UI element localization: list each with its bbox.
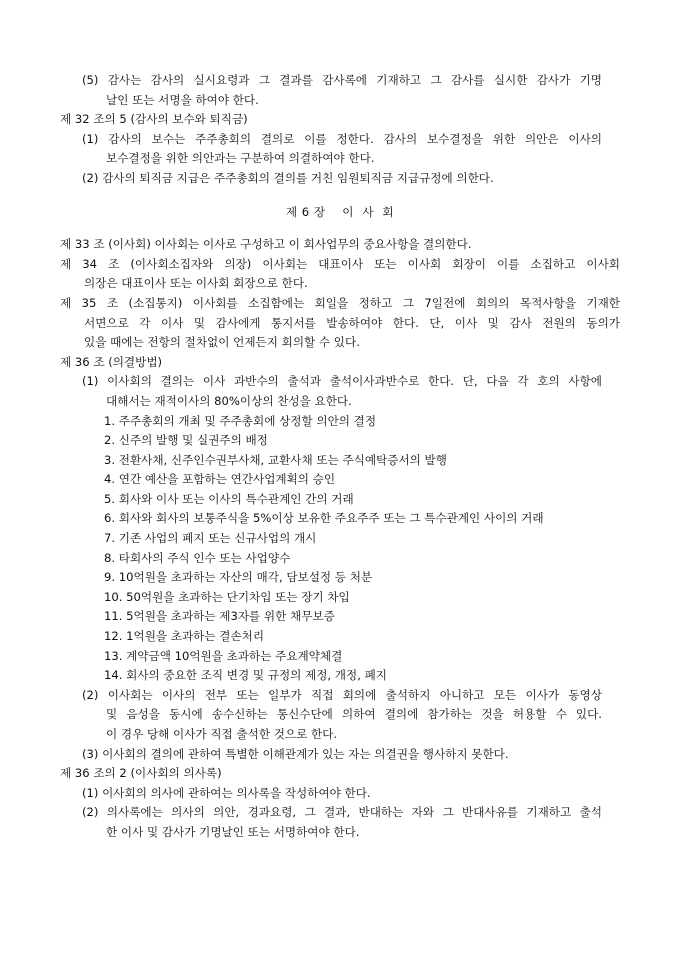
clause-36-2-line1: (2) 이사회는 이사의 전부 또는 일부가 직접 회의에 출석하지 아니하고 모든 이사가 동영상 (82, 687, 602, 702)
article-32-5-title: 제 32 조의 5 (감사의 보수와 퇴직금) (60, 112, 248, 127)
list-item: 13. 계약금액 10억원을 초과하는 주요계약체결 (104, 648, 343, 663)
article-33: 제 33 조 (이사회) 이사회는 이사로 구성하고 이 회사업무의 중요사항을 결의한다. (60, 237, 472, 252)
clause-32-4-5-line1: (5) 감사는 감사의 실시요령과 그 결과를 감사록에 기재하고 그 감사를 실시한 감사가 기명 (82, 73, 602, 87)
list-item: 9. 10억원을 초과하는 자산의 매각, 담보설정 등 처분 (104, 570, 373, 585)
article-35-line2: 서면으로 각 이사 및 감사에게 통지서를 발송하여야 한다. 단, 이사 및 감사 전원의 동의가 (84, 315, 620, 330)
clause-36-3: (3) 이사회의 결의에 관하여 특별한 이해관계가 있는 자는 의결권을 행사하지 못한다. (82, 746, 509, 761)
list-item: 14. 회사의 중요한 조직 변경 및 규정의 제정, 개정, 폐지 (104, 668, 387, 683)
clause-36-2-1: (1) 이사회의 의사에 관하여는 의사록을 작성하여야 한다. (82, 785, 371, 800)
clause-36-2-2-line2: 한 이사 및 감사가 기명날인 또는 서명하여야 한다. (106, 824, 360, 839)
list-item: 3. 전환사채, 신주인수권부사채, 교환사채 또는 주식예탁증서의 발행 (104, 452, 447, 467)
list-item: 4. 연간 예산을 포함하는 연간사업계획의 승인 (104, 472, 336, 487)
chapter-6-heading: 제 6 장 이 사 회 (285, 204, 395, 219)
document-page (0, 71, 680, 843)
article-34-line2: 의장은 대표이사 또는 이사회 회장으로 한다. (84, 276, 308, 291)
article-35-line1: 제 35 조 (소집통지) 이사회를 소집함에는 회일을 정하고 그 7일전에 회의의 목적사항을 기재한 (60, 295, 620, 310)
list-item: 8. 타회사의 주식 인수 또는 사업양수 (104, 550, 291, 565)
list-item: 7. 기존 사업의 폐지 또는 신규사업의 개시 (104, 531, 317, 546)
clause-32-5-1-line1: (1) 감사의 보수는 주주총회의 결의로 이를 정한다. 감사의 보수결정을 위한 의안은 이사의 (82, 131, 602, 146)
article-34-line1: 제 34 조 (이사회소집자와 의장) 이사회는 대표이사 또는 이사회 회장이 이를 소집하고 이사회 (60, 256, 620, 271)
clause-36-2-line2: 및 음성을 동시에 송수신하는 통신수단에 의하여 결의에 참가하는 것을 허용할 수 있다. (106, 707, 602, 722)
list-item: 1. 주주총회의 개최 및 주주총회에 상정할 의안의 결정 (104, 413, 377, 428)
clause-36-1-line1: (1) 이사회의 결의는 이사 과반수의 출석과 출석이사과반수로 한다. 단, 다음 각 호의 사항에 (82, 374, 602, 389)
list-item: 2. 신주의 발행 및 실권주의 배정 (104, 433, 268, 448)
article-36-title: 제 36 조 (의결방법) (60, 354, 163, 369)
clause-36-1-line2: 대해서는 재적이사의 80%이상의 찬성을 요한다. (106, 393, 352, 408)
article-36-2-title: 제 36 조의 2 (이사회의 의사록) (60, 766, 222, 781)
clause-36-2-2-line1: (2) 의사록에는 의사의 의안, 경과요령, 그 결과, 반대하는 자와 그 반대사유를 기재하고 출석 (82, 805, 602, 820)
list-item: 6. 회사와 회사의 보통주식을 5%이상 보유한 주요주주 또는 그 특수관계인 사이의 거래 (104, 511, 544, 526)
list-item: 12. 1억원을 초과하는 결손처리 (104, 629, 265, 644)
clause-32-5-2: (2) 감사의 퇴직금 지급은 주주총회의 결의를 거친 임원퇴직금 지급규정에 의한다. (82, 170, 494, 185)
list-item: 5. 회사와 이사 또는 이사의 특수관계인 간의 거래 (104, 491, 354, 506)
list-item: 11. 5억원을 초과하는 제3자를 위한 채무보증 (104, 609, 335, 624)
clause-36-2-line3: 이 경우 당해 이사가 직접 출석한 것으로 한다. (106, 727, 338, 741)
article-35-line3: 있을 때에는 전항의 절차없이 언제든지 회의할 수 있다. (84, 335, 360, 350)
list-item: 10. 50억원을 초과하는 단기차입 또는 장기 차입 (104, 589, 350, 604)
clause-32-4-5-line2: 날인 또는 서명을 하여야 한다. (106, 92, 259, 107)
clause-32-5-1-line2: 보수결정을 위한 의안과는 구분하여 의결하여야 한다. (106, 151, 375, 166)
